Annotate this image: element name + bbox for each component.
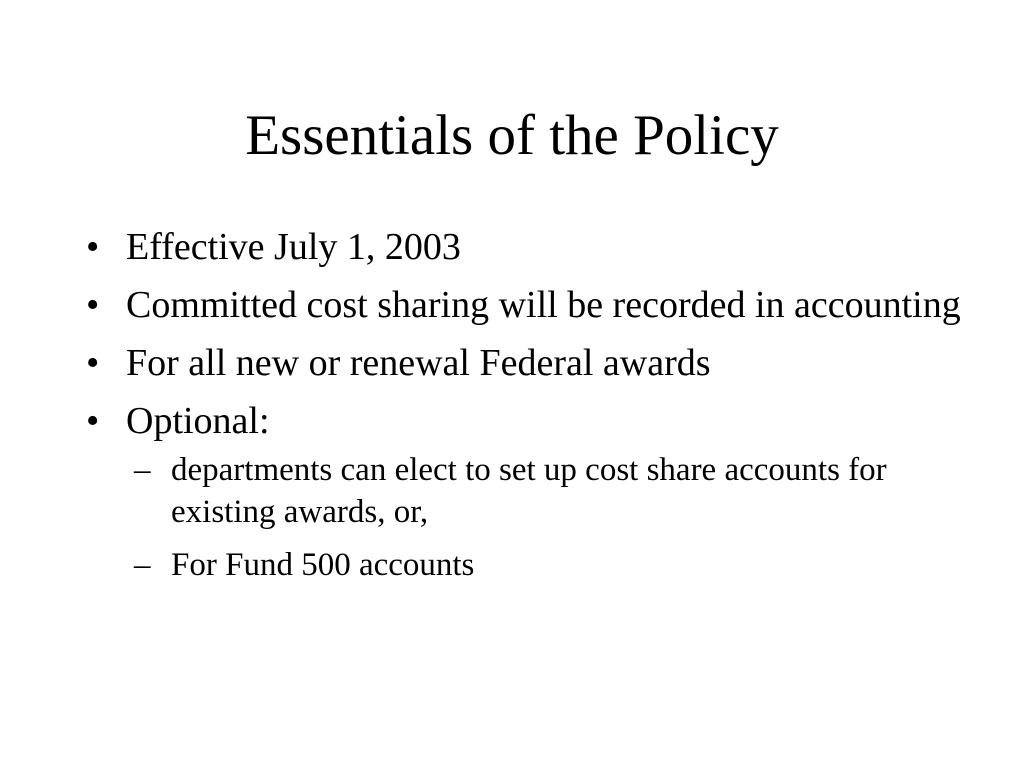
dash-icon: – bbox=[134, 547, 151, 583]
bullet-dot-icon: • bbox=[86, 226, 100, 268]
sub-bullet-list bbox=[134, 449, 966, 586]
bullet-text: For all new or renewal Federal awards bbox=[126, 342, 711, 384]
bullet-dot-icon: • bbox=[86, 284, 100, 326]
bullet-item bbox=[86, 398, 966, 586]
sub-bullet-text: departments can elect to set up cost share accounts for existing awards, or, bbox=[171, 452, 887, 530]
bullet-text: Optional: bbox=[126, 400, 270, 442]
bullet-item bbox=[86, 282, 966, 329]
bullet-text: Committed cost sharing will be recorded in accounting bbox=[126, 284, 961, 326]
bullet-item bbox=[86, 224, 966, 271]
sub-bullet-item bbox=[134, 544, 966, 586]
dash-icon: – bbox=[134, 452, 151, 488]
bullet-item bbox=[86, 340, 966, 387]
slide-title: Essentials of the Policy bbox=[245, 104, 779, 167]
sub-bullet-text: For Fund 500 accounts bbox=[171, 547, 475, 583]
bullet-text: Effective July 1, 2003 bbox=[126, 226, 461, 268]
bullet-list bbox=[86, 224, 966, 597]
bullet-dot-icon: • bbox=[86, 342, 100, 384]
bullet-dot-icon: • bbox=[86, 400, 100, 442]
sub-bullet-item bbox=[134, 449, 966, 533]
